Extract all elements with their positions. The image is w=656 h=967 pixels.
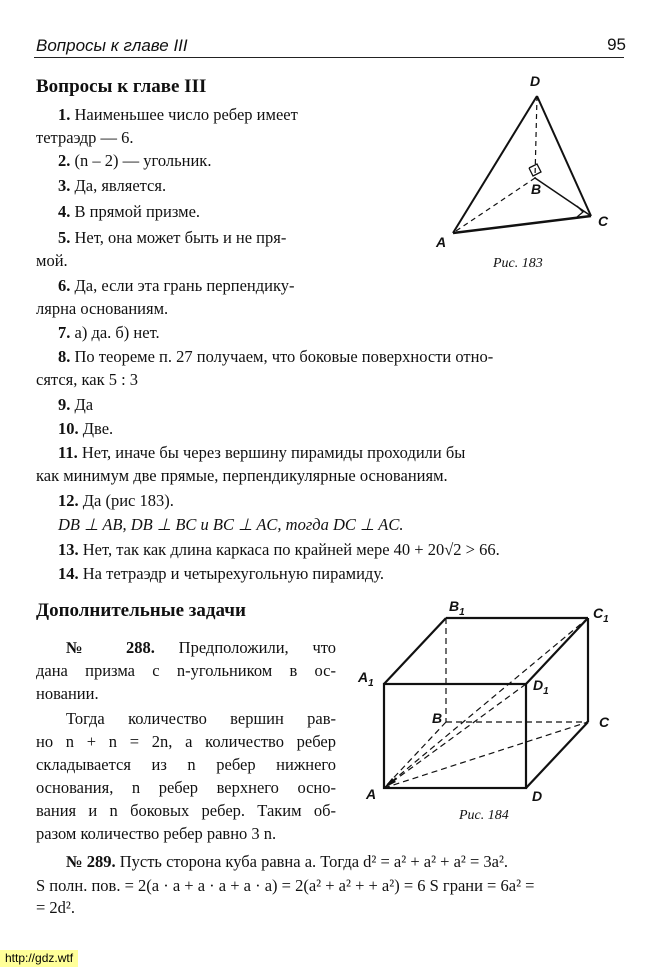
- answer-text: Нет, так как длина каркаса по крайней мере 40 + 20√2 > 66.: [82, 540, 500, 559]
- answer-13: [58, 538, 500, 561]
- answer-10: [58, 417, 113, 440]
- answer-text: а) да. б) нет.: [74, 323, 160, 342]
- answer-9: [58, 393, 93, 416]
- problem-288-line-2: дана призма с n-угольником в ос-: [36, 661, 336, 680]
- problem-289-line-2: S полн. пов. = 2(a · a + a · a + a · a) = 2(a² + a² + + a²) = 6 S грани = 6a² =: [36, 876, 535, 895]
- answer-text: Две.: [82, 419, 114, 438]
- label-letter: D: [533, 677, 544, 693]
- problem-text: Пусть сторона куба равна a. Тогда d² = a² + a² + a² = 3a².: [119, 852, 509, 871]
- answer-4: [58, 200, 200, 223]
- label-D1: [533, 677, 549, 697]
- section-title-extra-problems: Дополнительные задачи: [36, 600, 246, 621]
- label-B: B: [432, 710, 443, 726]
- answer-number: 10.: [58, 419, 79, 438]
- answer-14: [58, 562, 384, 585]
- answer-6-cont: лярна основаниям.: [36, 299, 169, 318]
- answer-12-formula: DB ⊥ AB, DB ⊥ BC и BC ⊥ AC, тогда DC ⊥ AC.: [58, 515, 404, 534]
- header-rule: [34, 57, 624, 58]
- label-index: 1: [368, 677, 374, 689]
- answer-number: 9.: [58, 395, 71, 414]
- answer-text: Да, если эта грань перпендику-: [74, 276, 295, 295]
- answer-3: [58, 174, 166, 197]
- problem-number: № 289.: [66, 852, 116, 871]
- answer-text: Нет, иначе бы через вершину пирамиды проходили бы: [81, 443, 466, 462]
- answer-5: [58, 226, 286, 249]
- edge-A1B1: [384, 618, 446, 684]
- answer-number: 8.: [58, 347, 71, 366]
- answer-text: Да (рис 183).: [82, 491, 174, 510]
- label-index: 1: [459, 606, 465, 618]
- label-index: 1: [603, 613, 609, 625]
- diagonal-AD1: [384, 684, 526, 788]
- problem-289-line-1: [66, 850, 508, 873]
- answer-number: 1.: [58, 105, 71, 124]
- label-B: B: [531, 181, 542, 197]
- label-D: D: [530, 73, 541, 89]
- figure-184-caption: Рис. 184: [459, 808, 509, 823]
- edge-DA: [453, 96, 537, 233]
- problem-288-line-3: новании.: [36, 684, 99, 703]
- label-B1: [449, 598, 465, 618]
- label-C1: [593, 605, 609, 625]
- answer-number: 2.: [58, 151, 71, 170]
- answer-5-cont: мой.: [36, 251, 68, 270]
- answer-number: 4.: [58, 202, 71, 221]
- problem-288-first-line: [66, 636, 336, 659]
- problem-288-para2-first: [66, 707, 336, 730]
- label-A: A: [366, 786, 377, 802]
- section-title-questions: Вопросы к главе III: [36, 76, 207, 97]
- label-D: D: [532, 788, 543, 804]
- answer-number: 11.: [58, 443, 78, 462]
- label-index: 1: [543, 685, 549, 697]
- answer-text: Да, является.: [74, 176, 167, 195]
- answer-text: (n – 2) — угольник.: [74, 151, 212, 170]
- answer-8-cont: сятся, как 5 : 3: [36, 370, 139, 389]
- label-letter: A: [358, 669, 369, 685]
- answer-number: 3.: [58, 176, 71, 195]
- label-A: A: [436, 234, 447, 250]
- problem-288-para2-body: [36, 730, 336, 845]
- answer-12: [58, 489, 174, 512]
- answer-11: [58, 441, 465, 464]
- problem-288-line-7: основания, n ребер верхнего осно-: [36, 778, 336, 797]
- answer-text: Да: [74, 395, 94, 414]
- problem-288-line-5: но n + n = 2n, а количество ребер: [36, 732, 336, 751]
- problem-288-line-9: разом количество ребер равно 3 n.: [36, 824, 277, 843]
- answer-number: 12.: [58, 491, 79, 510]
- page-number: 95: [607, 35, 626, 54]
- answer-number: 6.: [58, 276, 71, 295]
- source-url[interactable]: http://gdz.wtf: [0, 950, 78, 967]
- answer-text: На тетраэдр и четырехугольную пирамиду.: [82, 564, 385, 583]
- figure-184-cube: [370, 600, 630, 810]
- answer-number: 14.: [58, 564, 79, 583]
- answer-2: [58, 149, 211, 172]
- problem-number: № 288.: [66, 638, 155, 657]
- answer-text: Нет, она может быть и не пря-: [74, 228, 287, 247]
- label-C: C: [598, 213, 609, 229]
- problem-289-line-3: = 2d².: [36, 898, 76, 917]
- label-C: C: [599, 714, 610, 730]
- diagonal-AC1: [384, 618, 588, 788]
- edge-DB-hidden: [535, 96, 537, 178]
- figure-183-caption: Рис. 183: [493, 256, 543, 271]
- answer-1: [58, 103, 408, 126]
- answer-7: [58, 321, 160, 344]
- problem-text: Предположили, что: [178, 638, 336, 657]
- answer-number: 7.: [58, 323, 71, 342]
- label-letter: B: [449, 598, 460, 614]
- answer-number: 13.: [58, 540, 79, 559]
- answer-6: [58, 274, 294, 297]
- problem-288-line-6: складывается из n ребер нижнего: [36, 755, 336, 774]
- front-face: [384, 684, 526, 788]
- problem-288-line-1: [66, 636, 336, 659]
- problem-288-line-4: Тогда количество вершин рав-: [66, 709, 336, 728]
- answer-text: В прямой призме.: [74, 202, 201, 221]
- problem-288-body: [36, 659, 336, 705]
- answer-number: 5.: [58, 228, 71, 247]
- answer-text: По теореме п. 27 получаем, что боковые поверхности отно-: [74, 347, 494, 366]
- answer-11-cont: как минимум две прямые, перпендикулярные основаниям.: [36, 466, 448, 485]
- problem-288-line-8: вания и n боковых ребер. Таким об-: [36, 801, 336, 820]
- answer-text: Наименьшее число ребер имеет: [74, 105, 298, 124]
- label-letter: C: [593, 605, 604, 621]
- edge-D1C1: [526, 618, 588, 684]
- answer-1-cont: тетраэдр — 6.: [36, 128, 134, 147]
- answer-8: [58, 345, 493, 368]
- label-A1: [358, 669, 374, 689]
- running-header-title: Вопросы к главе III: [36, 36, 188, 55]
- figure-183-tetrahedron: [425, 70, 625, 280]
